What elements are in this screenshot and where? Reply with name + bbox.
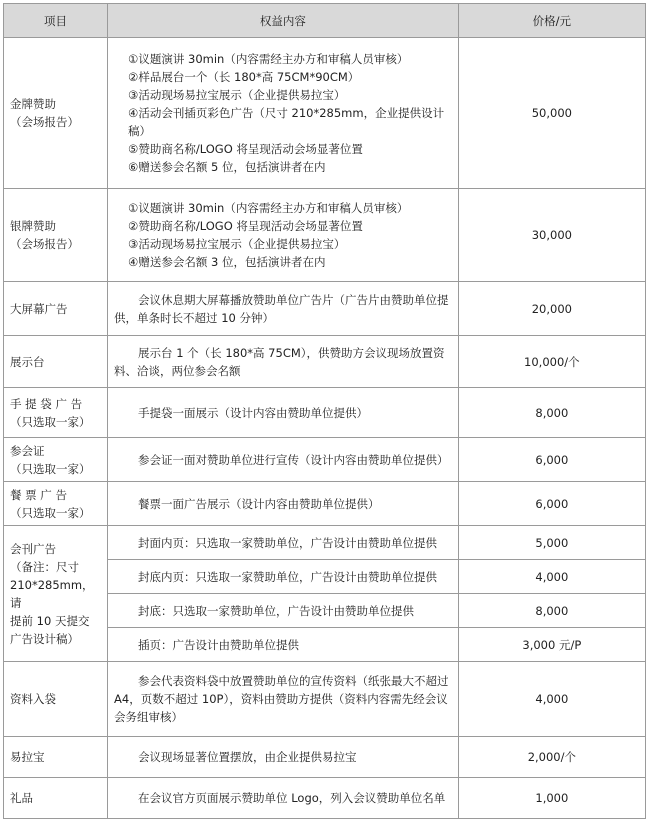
item-note-line: 提前 10 天提交 [10,613,90,628]
benefit-line: ②样品展台一个（长 180*高 75CM*90CM） [128,70,360,84]
table-row-rollup [4,737,646,778]
item-label: 银牌赞助 [10,219,56,233]
table-row-gold [4,38,646,189]
benefit-line: ④活动会刊插页彩色广告（尺寸 210*285mm，企业提供设计稿） [128,106,445,138]
price-cell: 2,000/个 [458,737,645,778]
table-row-materials [4,662,646,737]
content-cell: 插页：广告设计由赞助单位提供 [108,628,459,662]
item-sublabel: （只选取一家） [10,414,91,429]
price-cell: 3,000 元/P [458,628,645,662]
price-cell: 10,000/个 [458,336,645,388]
item-cell: 展示台 [4,336,108,388]
item-cell: 礼品 [4,778,108,819]
item-note-line: （备注：尺寸 [10,559,79,574]
item-sublabel: （会场报告） [10,115,79,129]
item-sublabel: （只选取一家） [10,505,91,520]
price-cell: 4,000 [458,662,645,737]
sponsorship-table [3,3,646,819]
benefits-cell [108,38,459,189]
item-cell [4,38,108,189]
price-cell: 30,000 [458,189,645,282]
item-label: 参会证 [10,443,45,458]
price-cell: 8,000 [458,594,645,628]
benefit-line: ⑥赠送参会名额 5 位，包括演讲者在内 [128,160,326,174]
content-cell: 封底：只选取一家赞助单位，广告设计由赞助单位提供 [108,594,459,628]
benefit-line: ④赠送参会名额 3 位，包括演讲者在内 [128,255,326,269]
item-note-line: 广告设计稿） [10,631,79,646]
price-cell: 5,000 [458,526,645,560]
content-cell: 在会议官方页面展示赞助单位 Logo，列入会议赞助单位名单 [108,778,459,819]
table-row-meal [4,482,646,526]
item-cell: 易拉宝 [4,737,108,778]
benefit-line: ⑤赞助商名称/LOGO 将呈现活动会场显著位置 [128,142,363,156]
item-label: 会刊广告 [10,541,56,556]
table-row-booth [4,336,646,388]
item-sublabel: （会场报告） [10,237,79,251]
content-cell: 封面内页：只选取一家赞助单位，广告设计由赞助单位提供 [108,526,459,560]
price-cell: 6,000 [458,482,645,526]
table-row-journal [4,526,646,560]
table-row-badge [4,438,646,482]
table-row-silver [4,189,646,282]
benefits-cell [108,189,459,282]
item-label: 手 提 袋 广 告 [10,396,83,411]
header-row [4,4,646,38]
item-cell: 大屏幕广告 [4,282,108,336]
content-cell: 餐票一面广告展示（设计内容由赞助单位提供） [108,482,459,526]
content-cell: 会议休息期大屏幕播放赞助单位广告片（广告片由赞助单位提供，单条时长不超过 10 分钟） [108,282,459,336]
benefit-line: ③活动现场易拉宝展示（企业提供易拉宝） [128,237,346,251]
price-cell: 1,000 [458,778,645,819]
item-cell [4,438,108,482]
item-cell [4,388,108,438]
header-item: 项目 [4,4,108,38]
item-cell [4,189,108,282]
item-label: 金牌赞助 [10,97,56,111]
item-cell [4,482,108,526]
table-row-screen [4,282,646,336]
price-cell: 4,000 [458,560,645,594]
item-cell [4,526,108,662]
header-benefits: 权益内容 [108,4,459,38]
content-cell: 参会证一面对赞助单位进行宣传（设计内容由赞助单位提供） [108,438,459,482]
price-cell: 20,000 [458,282,645,336]
benefit-line: ②赞助商名称/LOGO 将呈现活动会场显著位置 [128,219,363,233]
benefit-line: ①议题演讲 30min（内容需经主办方和审稿人员审核） [128,52,409,66]
item-label: 餐 票 广 告 [10,487,67,502]
item-note-line: 210*285mm，请 [10,577,94,610]
content-cell: 手提袋一面展示（设计内容由赞助单位提供） [108,388,459,438]
table-row-gift [4,778,646,819]
content-cell: 会议现场显著位置摆放，由企业提供易拉宝 [108,737,459,778]
table-row-bag [4,388,646,438]
item-sublabel: （只选取一家） [10,461,91,476]
content-cell: 参会代表资料袋中放置赞助单位的宣传资料（纸张最大不超过 A4，页数不超过 10P），资料由赞助方提供（资料内容需先经会议会务组审核） [108,662,459,737]
item-cell: 资料入袋 [4,662,108,737]
content-cell: 展示台 1 个（长 180*高 75CM），供赞助方会议现场放置资料、洽谈，两位参会名额 [108,336,459,388]
benefit-line: ③活动现场易拉宝展示（企业提供易拉宝） [128,88,346,102]
benefit-line: ①议题演讲 30min（内容需经主办方和审稿人员审核） [128,201,409,215]
price-cell: 6,000 [458,438,645,482]
header-price: 价格/元 [458,4,645,38]
price-cell: 8,000 [458,388,645,438]
content-cell: 封底内页：只选取一家赞助单位，广告设计由赞助单位提供 [108,560,459,594]
price-cell: 50,000 [458,38,645,189]
